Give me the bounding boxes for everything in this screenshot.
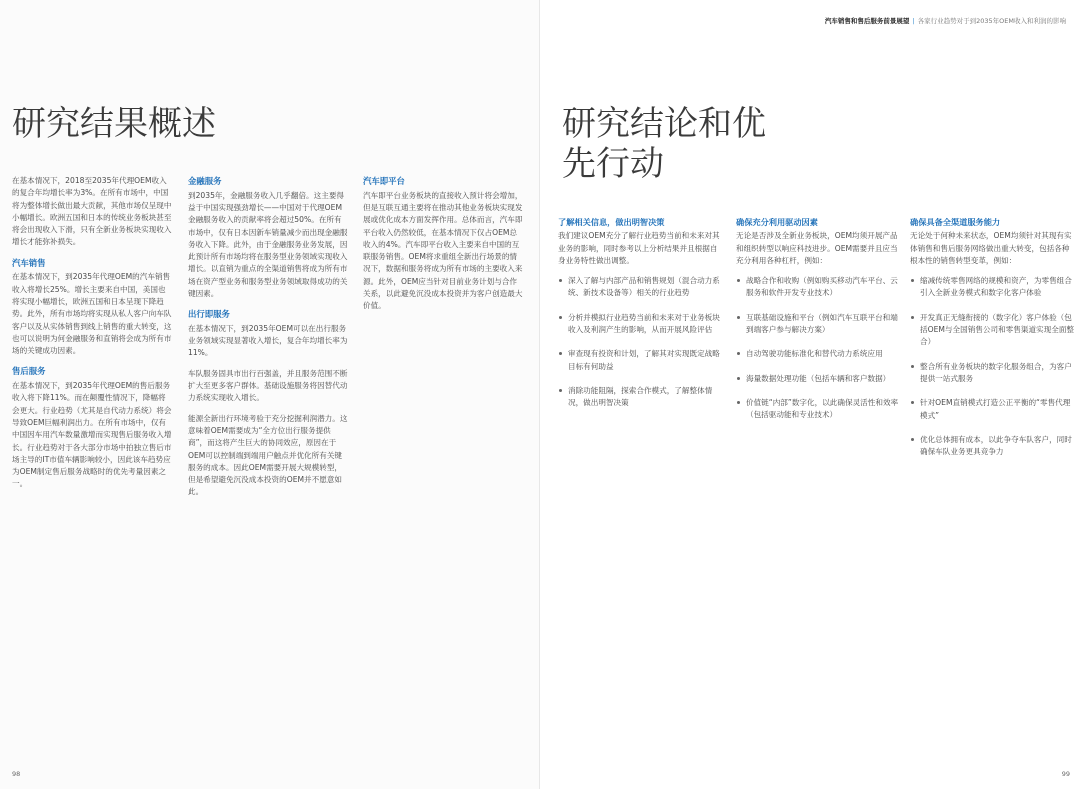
intro-paragraph: 在基本情况下，2018至2035年代理OEM收入的复合年均增长率为3%。在所有市场中，中国将为整体增长做出最大贡献，其他市场仅呈现中小幅增长。欧洲五国和日本的传统业务板块甚至将会出现收入下滑，只有全新业务板块实现收入增长才能弥补损失。 xyxy=(12,176,172,247)
section-heading-car-as-platform: 汽车即平台 xyxy=(363,176,405,186)
section-heading-aftersales: 售后服务 xyxy=(12,366,46,377)
page-number: 98 xyxy=(12,770,21,778)
bullet-list xyxy=(910,275,1074,458)
page-number: 99 xyxy=(1061,770,1070,778)
running-header-title: 汽车销售和售后服务前景展望 xyxy=(824,17,910,25)
maas-paragraph: 能源全新出行环境考验于充分挖掘利润潜力。这意味着OEM需要成为“全方位出行服务提供商”，而这将产生巨大的协同效应，原因在于OEM可以控制端到端用户触点并优化所有关键服务的成本。因此OEM需要开展大规模转型，但是希望避免沉没成本投资的OEM并不愿意如此。 xyxy=(188,413,348,497)
bullet-list xyxy=(736,275,900,421)
list-item: 战略合作和收购（例如购买移动汽车平台、云服务和软件开发专业技术） xyxy=(736,275,900,300)
page-title-line: 研究结论和优 xyxy=(562,104,766,144)
maas-paragraph: 车队服务固具市出行百强盖，并且服务范围不断扩大至更多客户群体。基础设施服务将因替代动力系统实现收入增长。 xyxy=(188,368,348,403)
section-intro: 我们建议OEM充分了解行业趋势当前和未来对其业务的影响，同时参考以上分析结果并且根据自身业务特性做出调整。 xyxy=(558,231,720,265)
page-title-line: 先行动 xyxy=(562,144,664,185)
page-title: 研究结果概述 xyxy=(12,104,216,144)
list-item: 深入了解与内部产品和销售规划（混合动力系统、新技术设备等）相关的行业趋势 xyxy=(558,275,722,300)
right-page xyxy=(540,0,1080,789)
running-header-subtitle: 各家行业趋势对于到2035年OEM收入和利润的影响 xyxy=(917,17,1066,25)
text-column xyxy=(736,216,900,434)
car-sales-paragraph: 在基本情况下，到2035年代理OEM的汽车销售收入将增长25%。增长主要来自中国，美国也将实现小幅增长，欧洲五国和日本呈现下降趋势。此外，所有市场均将实现从私人客户向车队客户以及从实体销售到线上销售的重大转变，这也可以说明为何金融服务和直销将会成为所有市场的关键成功因素。 xyxy=(12,272,172,356)
list-item: 针对OEM直销模式打造公正平衡的“零售代理模式” xyxy=(910,397,1074,422)
list-item: 优化总体拥有成本，以此争夺车队客户，同时确保车队业务更具竞争力 xyxy=(910,434,1074,459)
list-item: 价值链“内部”数字化，以此确保灵活性和效率（包括驱动能和专业技术） xyxy=(736,397,900,422)
running-header-separator: | xyxy=(912,17,915,25)
running-header xyxy=(825,16,1066,25)
section-intro: 无论处于何种未来状态，OEM均须针对其现有实体销售和售后服务网络做出重大转变，包括各种根本性的销售转型变革，例如： xyxy=(910,231,1072,265)
text-column xyxy=(188,175,348,507)
page-title xyxy=(562,104,822,184)
section-heading: 了解相关信息，做出明智决策 xyxy=(558,217,665,227)
list-item: 整合所有业务板块的数字化服务组合，为客户提供一站式服务 xyxy=(910,361,1074,386)
car-as-platform-paragraph: 汽车即平台业务板块的直接收入预计将会增加，但是互联互通主要将在推动其他业务板块实现发展或优化成本方面发挥作用。总体而言，汽车即平台收入仍然较低，在基本情况下仅占OEM总收入的4%。汽车即平台收入主要来自中国的互联服务销售。OEM将求重组全新出行场景的情况下，数据和服务将成为所有市场的主要收入来源。此外，OEM应当针对目前业务计划与合作关系，以此避免沉没成本投资并为客户创造最大价值。 xyxy=(363,190,523,311)
list-item: 分析并模拟行业趋势当前和未来对于业务板块收入及利润产生的影响，从而开展风险评估 xyxy=(558,312,722,337)
maas-paragraph: 在基本情况下，到2035年OEM可以在出行服务业务领域实现显著收入增长，复合年均增长率为11%。 xyxy=(188,323,348,358)
text-column xyxy=(910,216,1074,470)
section-heading-financial-services: 金融服务 xyxy=(188,176,222,186)
list-item: 审查现有投资和计划，了解其对实现既定战略目标有何助益 xyxy=(558,348,722,373)
text-column xyxy=(558,216,722,422)
bullet-list xyxy=(558,275,722,409)
list-item: 自动驾驶功能标准化和替代动力系统应用 xyxy=(736,348,900,360)
list-item: 缩减传统零售网络的规模和资产，为零售组合引入全新业务模式和数字化客户体验 xyxy=(910,275,1074,300)
aftersales-paragraph: 在基本情况下，到2035年代理OEM的售后服务收入将下降11%。而在颠覆性情况下，降幅将会更大。行业趋势（尤其是自代动力系统）将会导致OEM巨幅利润出力。在所有市场中，仅有中国因车用汽车数量激增而实现售后服务收入增长。行业趋势对于各大部分市场中拍独立售后市场主导的IT市值车辆影响较小，因此该车趋势应为OEM制定售后服务战略时的优先考量因素之一。 xyxy=(12,381,172,489)
text-column xyxy=(363,175,523,321)
section-heading-car-sales: 汽车销售 xyxy=(12,257,46,268)
text-column xyxy=(12,175,172,499)
section-heading-maas: 出行即服务 xyxy=(188,309,230,320)
section-intro: 无论是否涉及全新业务板块，OEM均须开展产品和组织转型以响应科技进步。OEM需要并且应当充分利用各种杠杆，例如： xyxy=(736,231,898,265)
list-item: 开发真正无缝衔接的（数字化）客户体验（包括OEM与全国销售公司和零售渠道实现全面整合） xyxy=(910,312,1074,349)
financial-services-paragraph: 到2035年，金融服务收入几乎翻倍。这主要得益于中国实现强劲增长——中国对于代理OEM金融服务收入的贡献率将会超过50%。在所有市场中，仅有日本因新车销量减少而出现金融服务收入下降。此外，由于金融服务业务发展，因此预计所有市场均将在服务型业务领域实现收入增长。以直销为重点的全渠道销售将成为所有市场在资产型业务和服务型业务领域取得成功的关键因素。 xyxy=(188,190,348,298)
list-item: 消除功能阻隔，探索合作模式，了解整体情况，做出明智决策 xyxy=(558,385,722,410)
section-heading: 确保充分利用驱动因素 xyxy=(736,217,818,227)
list-item: 海量数据处理功能（包括车辆和客户数据） xyxy=(736,373,900,385)
list-item: 互联基础设施和平台（例如汽车互联平台和端到端客户参与解决方案） xyxy=(736,312,900,337)
section-heading: 确保具备全渠道服务能力 xyxy=(910,217,1001,227)
